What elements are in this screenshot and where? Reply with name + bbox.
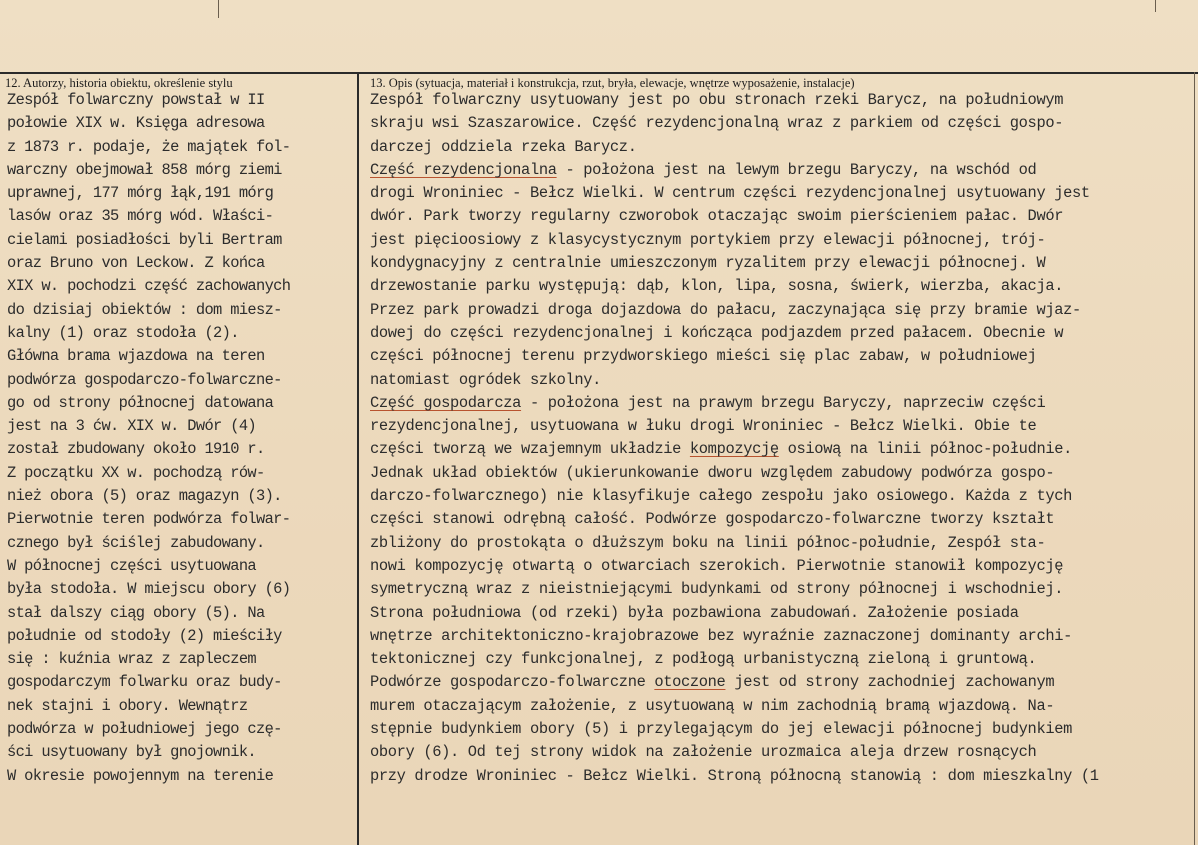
underlined-term: Część gospodarcza [370, 393, 522, 412]
text-line [370, 625, 1192, 648]
text-line: podwórza gospodarczo-folwarczne- [7, 370, 282, 389]
text-line: kalny (1) oraz stodoła (2). [7, 323, 239, 342]
text-line: była stodoła. W miejscu obory (6) [7, 580, 291, 599]
text-line: W północnej części usytuowana [7, 556, 256, 575]
section-12-heading: 12. Autorzy, historia obiektu, określenie stylu [5, 76, 233, 90]
line-text: nowi kompozycję otwartą o otwarciach szerokich. Pierwotnie stanowił kompozycję [370, 556, 1064, 575]
text-line: do dzisiaj obiektów : dom miesz- [7, 300, 282, 319]
text-line: cielami posiadłości byli Bertram [7, 230, 282, 249]
text-line: warczny obejmował 858 mórg ziemi [7, 160, 282, 179]
line-text: przy drodze Wroniniec - Bełcz Wielki. Stroną północną stanowią : dom mieszkalny (1 [370, 766, 1099, 785]
text-line: oraz Bruno von Leckow. Z końca [7, 254, 265, 273]
line-text: - położona jest na lewym brzegu Baryczy, na wschód od [556, 160, 1037, 179]
line-text: zbliżony do prostokąta o dłuższym boku na linii północ-południe, Zespół sta- [370, 533, 1046, 552]
line-text: kondygnacyjny z centralnie umieszczonym ryzalitem przy elewacji północnej. W [370, 254, 1046, 273]
text-line [370, 322, 1192, 345]
section-12-text [7, 89, 353, 788]
text-line [370, 299, 1192, 322]
line-text: drzewostanie parku występują: dąb, klon, lipa, sosna, świerk, wierzba, akacja. [370, 277, 1064, 296]
text-line: nież obora (5) oraz magazyn (3). [7, 487, 282, 506]
text-line: stał dalszy ciąg obory (5). Na [7, 603, 265, 622]
text-line [370, 136, 1192, 159]
underlined-term: kompozycję [689, 440, 779, 459]
text-line: został zbudowany około 1910 r. [7, 440, 265, 459]
line-text: wnętrze architektoniczno-krajobrazowe bez wyraźnie zaznaczonej dominanty archi- [370, 626, 1072, 645]
text-line: ści usytuowany był gnojownik. [7, 743, 256, 762]
text-line: go od strony północnej datowana [7, 393, 274, 412]
text-line: uprawnej, 177 mórg łąk,191 mórg [7, 184, 274, 203]
line-text: skraju wsi Szaszarowice. Część rezydencjonalną wraz z parkiem od części gospo- [370, 114, 1064, 133]
text-line: nek stajni i obory. Wewnątrz [7, 696, 248, 715]
text-line [370, 765, 1192, 788]
text-line [370, 369, 1192, 392]
line-prefix: części tworzą we wzajemnym układzie [370, 440, 690, 459]
line-text: osiową na linii północ-południe. [778, 440, 1073, 459]
text-line [370, 438, 1192, 461]
text-line [370, 555, 1192, 578]
text-line [370, 532, 1192, 555]
text-line [370, 229, 1192, 252]
text-line [370, 671, 1192, 694]
text-line [370, 648, 1192, 671]
top-tick-mark [218, 0, 219, 18]
text-line [370, 392, 1192, 415]
text-line [370, 252, 1192, 275]
line-text: stępnie budynkiem obory (5) i przylegającym do jej elewacji północnej budynkiem [370, 720, 1072, 739]
line-text: jest od strony zachodniej zachowanym [725, 673, 1055, 692]
line-prefix: Podwórze gospodarczo-folwarczne [370, 673, 655, 692]
text-line [370, 485, 1192, 508]
text-line [370, 205, 1192, 228]
line-text: darczo-folwarcznego) nie klasyfikuje całego zespołu jako osiowego. Każda z tych [370, 487, 1072, 506]
text-line: z 1873 r. podaje, że majątek fol- [7, 137, 291, 156]
line-text: - położona jest na prawym brzegu Baryczy, naprzeciw części [521, 393, 1046, 412]
text-line [370, 718, 1192, 741]
text-line: podwórza w południowej jego czę- [7, 720, 282, 739]
line-text: symetryczną wraz z nieistniejącymi budynkami od strony północnej i wschodniej. [370, 580, 1064, 599]
text-line [370, 415, 1192, 438]
line-text: części północnej terenu przydworskiego mieści się plac zabaw, w południowej [370, 347, 1037, 366]
column-divider [357, 72, 359, 845]
line-text: tektonicznej czy funkcjonalnej, z podłogą urbanistyczną zieloną i gruntową. [370, 650, 1037, 669]
text-line: gospodarczym folwarku oraz budy- [7, 673, 282, 692]
underlined-term: otoczone [654, 673, 726, 692]
text-line: lasów oraz 35 mórg wód. Właści- [7, 207, 274, 226]
line-text: dwór. Park tworzy regularny czworobok otaczając swoim pierścieniem pałac. Dwór [370, 207, 1064, 226]
section-13-heading: 13. Opis (sytuacja, materiał i konstrukcja, rzut, bryła, elewacje, wnętrze wyposażenie, instalacje) [370, 76, 855, 90]
line-text: Przez park prowadzi droga dojazdowa do pałacu, zaczynająca się przy bramie wjaz- [370, 300, 1081, 319]
text-line [370, 578, 1192, 601]
text-line [370, 112, 1192, 135]
line-text: rezydencjonalnej, usytuowana w łuku drogi Wroniniec - Bełcz Wielki. Obie te [370, 417, 1037, 436]
text-line [370, 602, 1192, 625]
right-border [1194, 72, 1195, 845]
text-line [370, 345, 1192, 368]
text-line: Pierwotnie teren podwórza folwar- [7, 510, 291, 529]
text-line [370, 508, 1192, 531]
line-text: drogi Wroniniec - Bełcz Wielki. W centrum części rezydencjonalnej usytuowany jest [370, 184, 1090, 203]
text-line: jest na 3 ćw. XIX w. Dwór (4) [7, 417, 256, 436]
text-line: połowie XIX w. Księga adresowa [7, 114, 265, 133]
text-line [370, 275, 1192, 298]
top-tick-mark [1155, 0, 1156, 12]
line-text: Jednak układ obiektów (ukierunkowanie dworu względem zabudowy podwórza gospo- [370, 463, 1055, 482]
line-text: obory (6). Od tej strony widok na założenie urozmaica aleja drzew rosnących [370, 743, 1037, 762]
line-text: darczej oddziela rzeka Barycz. [370, 137, 637, 156]
line-text: natomiast ogródek szkolny. [370, 370, 602, 389]
text-line: Zespół folwarczny powstał w II [7, 91, 265, 109]
text-line: XIX w. pochodzi część zachowanych [7, 277, 291, 296]
text-line: Z początku XX w. pochodzą rów- [7, 463, 265, 482]
text-line [370, 159, 1192, 182]
text-line [370, 89, 1192, 112]
line-text: dowej do części rezydencjonalnej i kończąca podjazdem przed pałacem. Obecnie w [370, 323, 1064, 342]
text-line: się : kuźnia wraz z zapleczem [7, 650, 256, 669]
text-line [370, 695, 1192, 718]
text-line: południe od stodoły (2) mieściły [7, 626, 282, 645]
line-text: Strona południowa (od rzeki) była pozbawiona zabudowań. Założenie posiada [370, 603, 1019, 622]
text-line [370, 462, 1192, 485]
line-text: jest pięcioosiowy z klasycystycznym portykiem przy elewacji północnej, trój- [370, 230, 1046, 249]
line-text: murem otaczającym założenie, z usytuowaną w nim zachodnią bramą wjazdową. Na- [370, 696, 1055, 715]
underlined-term: Część rezydencjonalna [370, 160, 557, 179]
text-line: cznego był ściślej zabudowany. [7, 533, 265, 552]
line-text: części stanowi odrębną całość. Podwórze gospodarczo-folwarczne tworzy kształt [370, 510, 1055, 529]
section-13-text [370, 89, 1192, 788]
text-line [370, 741, 1192, 764]
text-line: Główna brama wjazdowa na teren [7, 347, 265, 366]
line-text: Zespół folwarczny usytuowany jest po obu stronach rzeki Barycz, na południowym [370, 91, 1064, 109]
header-rule [0, 72, 1198, 74]
text-line [370, 182, 1192, 205]
text-line: W okresie powojennym na terenie [7, 766, 274, 785]
